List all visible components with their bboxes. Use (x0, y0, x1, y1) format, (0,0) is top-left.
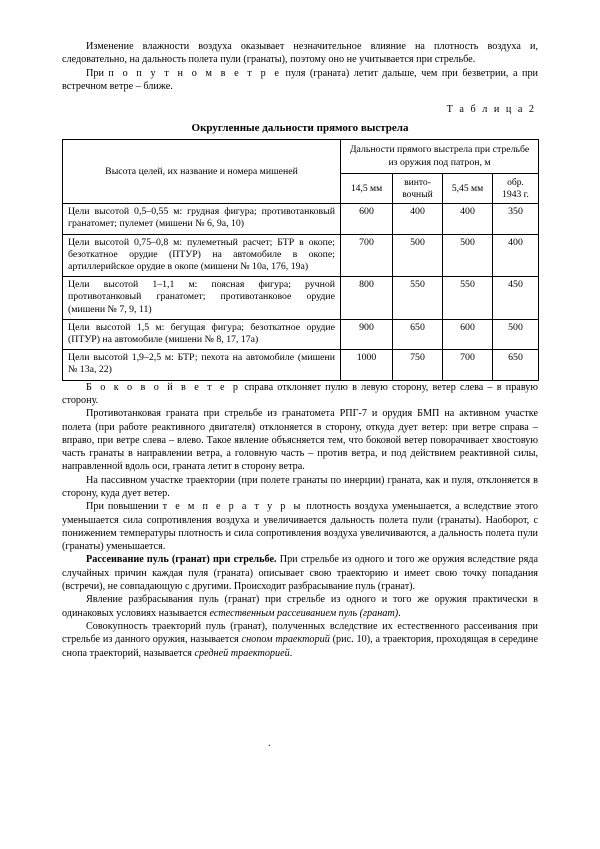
side-wind-spaced-term: Б о к о в о й в е т е р (86, 381, 241, 393)
sheaf-end: . (289, 647, 293, 659)
header-targets-column: Высота целей, их название и номера мишеней (63, 140, 341, 204)
row-value-1943: 400 (493, 234, 539, 277)
row-value-rifle: 500 (393, 234, 443, 277)
body-paragraph-passive-trajectory: На пассивном участке траектории (при полете гранаты по инерции) граната, как и пуля, отклоняется в сторону, куда дует ветер. (62, 474, 538, 499)
header-cartridge-145: 14,5 мм (341, 174, 393, 204)
row-description: Цели высотой 0,5–0,55 м: грудная фигура; противотанковый гранатомет; пулемет (мишени № 6, 9а, 10) (63, 204, 341, 234)
sheaf-term: снопом траекторий (241, 634, 330, 646)
table-row (63, 319, 539, 349)
row-description: Цели высотой 1,5 м: бегущая фигура; безоткатное орудие (ПТУР) на автомобиле (мишени № 8, 17, 17а) (63, 319, 341, 349)
dispersion-rest: При стрельбе из одного и того же оружия вследствие ряда случайных причин каждая пуля (граната) описывает свою траекторию и имеет свою точку попадания (встречи), не совпадающую с другими. Происходит разбрасывание пуль (гранат). (62, 554, 539, 593)
natural-dispersion-term: естественным рассеиванием пуль (гранат) (209, 607, 399, 619)
header-distances-group (341, 140, 539, 174)
table-title: Округленные дальности прямого выстрела (191, 122, 409, 135)
document-page (62, 40, 538, 660)
row-value-rifle: 650 (393, 319, 443, 349)
row-description: Цели высотой 1–1,1 м: поясная фигура; ручной противотанковый гранатомет; противотанковое орудие (мишени № 7, 9, 11) (63, 277, 341, 320)
natural-dispersion-pre: Явление разбрасывания пуль (гранат) при стрельбе из одного и того же оружия практически в одинаковых условиях называется (62, 594, 538, 619)
intro-p2-pre: При (86, 67, 109, 79)
header-distances-line2: из оружия под патрон, м (388, 156, 491, 168)
row-value-1943: 650 (493, 350, 539, 380)
row-value-545: 600 (443, 319, 493, 349)
header-cartridge-545: 5,45 мм (443, 174, 493, 204)
intro-paragraph-1: Изменение влажности воздуха оказывает незначительное влияние на плотность воздуха и, следовательно, на дальность полета пули (гранаты), поэтому оно не учитывается при стрельбе. (62, 41, 538, 66)
table-row (63, 277, 539, 320)
intro-paragraph-2 (62, 67, 538, 94)
row-value-1943: 450 (493, 277, 539, 320)
row-value-145: 600 (341, 204, 393, 234)
row-value-145: 800 (341, 277, 393, 320)
table-header-row-1 (63, 140, 539, 174)
natural-dispersion-post: . (398, 607, 401, 619)
body-paragraph-side-wind (62, 381, 538, 408)
sheaf-pre: Совокупность траекторий пуль (гранат), полученных вследствие их естественного рассеивания при стрельбе из данного оружия, называется (62, 620, 538, 646)
row-description: Цели высотой 0,75–0,8 м: пулеметный расчет; БТР в окопе; безоткатное орудие (ПТУР) на автомобиле в окопе; артиллерийское орудие в окопе (мишени № 10а, 176, 19а) (63, 234, 341, 277)
sheaf-mid: (рис. 10), а траектория, проходящая в середине снопа траекторий, называется (62, 634, 538, 659)
row-value-145: 1000 (341, 350, 393, 380)
table-row (63, 204, 539, 234)
table-row (63, 350, 539, 380)
row-value-rifle: 400 (393, 204, 443, 234)
row-value-rifle: 550 (393, 277, 443, 320)
header-cartridge-1943: обр. 1943 г. (493, 174, 539, 204)
dispersion-heading: Рассеивание пуль (гранат) при стрельбе. (86, 554, 277, 566)
row-value-rifle: 750 (393, 350, 443, 380)
header-cartridge-rifle: винто- вочный (393, 174, 443, 204)
temperature-post: плотность воздуха уменьшается, а вследствие этого уменьшается сила сопротивления воздуха и увеличивается дальность полета пули (гранаты). Наоборот, с понижением температуры плотность и сила сопротивления воздуха увеличиваются, а дальность полета пули (гранаты) уменьшается. (62, 501, 539, 553)
table-number-label: Т а б л и ц а 2 (446, 104, 536, 116)
row-description: Цели высотой 1,9–2,5 м: БТР; пехота на автомобиле (мишени № 13а, 22) (63, 350, 341, 380)
row-value-1943: 500 (493, 319, 539, 349)
page-footer-mark: . (268, 738, 271, 749)
row-value-545: 550 (443, 277, 493, 320)
row-value-1943: 350 (493, 204, 539, 234)
body-paragraph-natural-dispersion (62, 593, 538, 620)
header-distances-line1: Дальности прямого выстрела при стрельбе (349, 144, 530, 156)
row-value-145: 900 (341, 319, 393, 349)
intro-p2-spaced-term: п о п у т н о м в е т р е (108, 67, 282, 79)
temperature-spaced-term: т е м п е р а т у р ы (162, 501, 303, 513)
body-paragraph-grenade-active: Противотанковая граната при стрельбе из гранатомета РПГ-7 и орудия БМП на активном участке полета (при работе реактивного двигателя) отклоняется в сторону, откуда дует ветер: при ветре справа – вправо, при ветре слева – влево. Такое явление объясняется тем, что боковой ветер поворачивает хвостовую часть гранаты в направлении ветра, а головную часть – против ветра, и под действием реактивной силы, направленной вдоль оси, граната летит в сторону ветра. (62, 408, 538, 473)
row-value-145: 700 (341, 234, 393, 277)
mean-trajectory-term: средней траекторией (194, 647, 290, 659)
row-value-545: 700 (443, 350, 493, 380)
body-paragraph-trajectory-sheaf (62, 620, 538, 660)
table-head (63, 140, 539, 204)
direct-shot-distance-table (62, 139, 539, 380)
intro-p2-post: пуля (граната) летит дальше, чем при безветрии, а при встречном ветре – ближе. (62, 67, 539, 92)
row-value-545: 500 (443, 234, 493, 277)
table-body (63, 204, 539, 380)
body-paragraph-temperature (62, 500, 538, 553)
temperature-pre: При повышении (86, 501, 163, 513)
body-paragraph-dispersion (62, 553, 538, 593)
table-row (63, 234, 539, 277)
side-wind-rest: справа отклоняет пулю в левую сторону, ветер слева – в правую сторону. (62, 381, 538, 406)
row-value-545: 400 (443, 204, 493, 234)
